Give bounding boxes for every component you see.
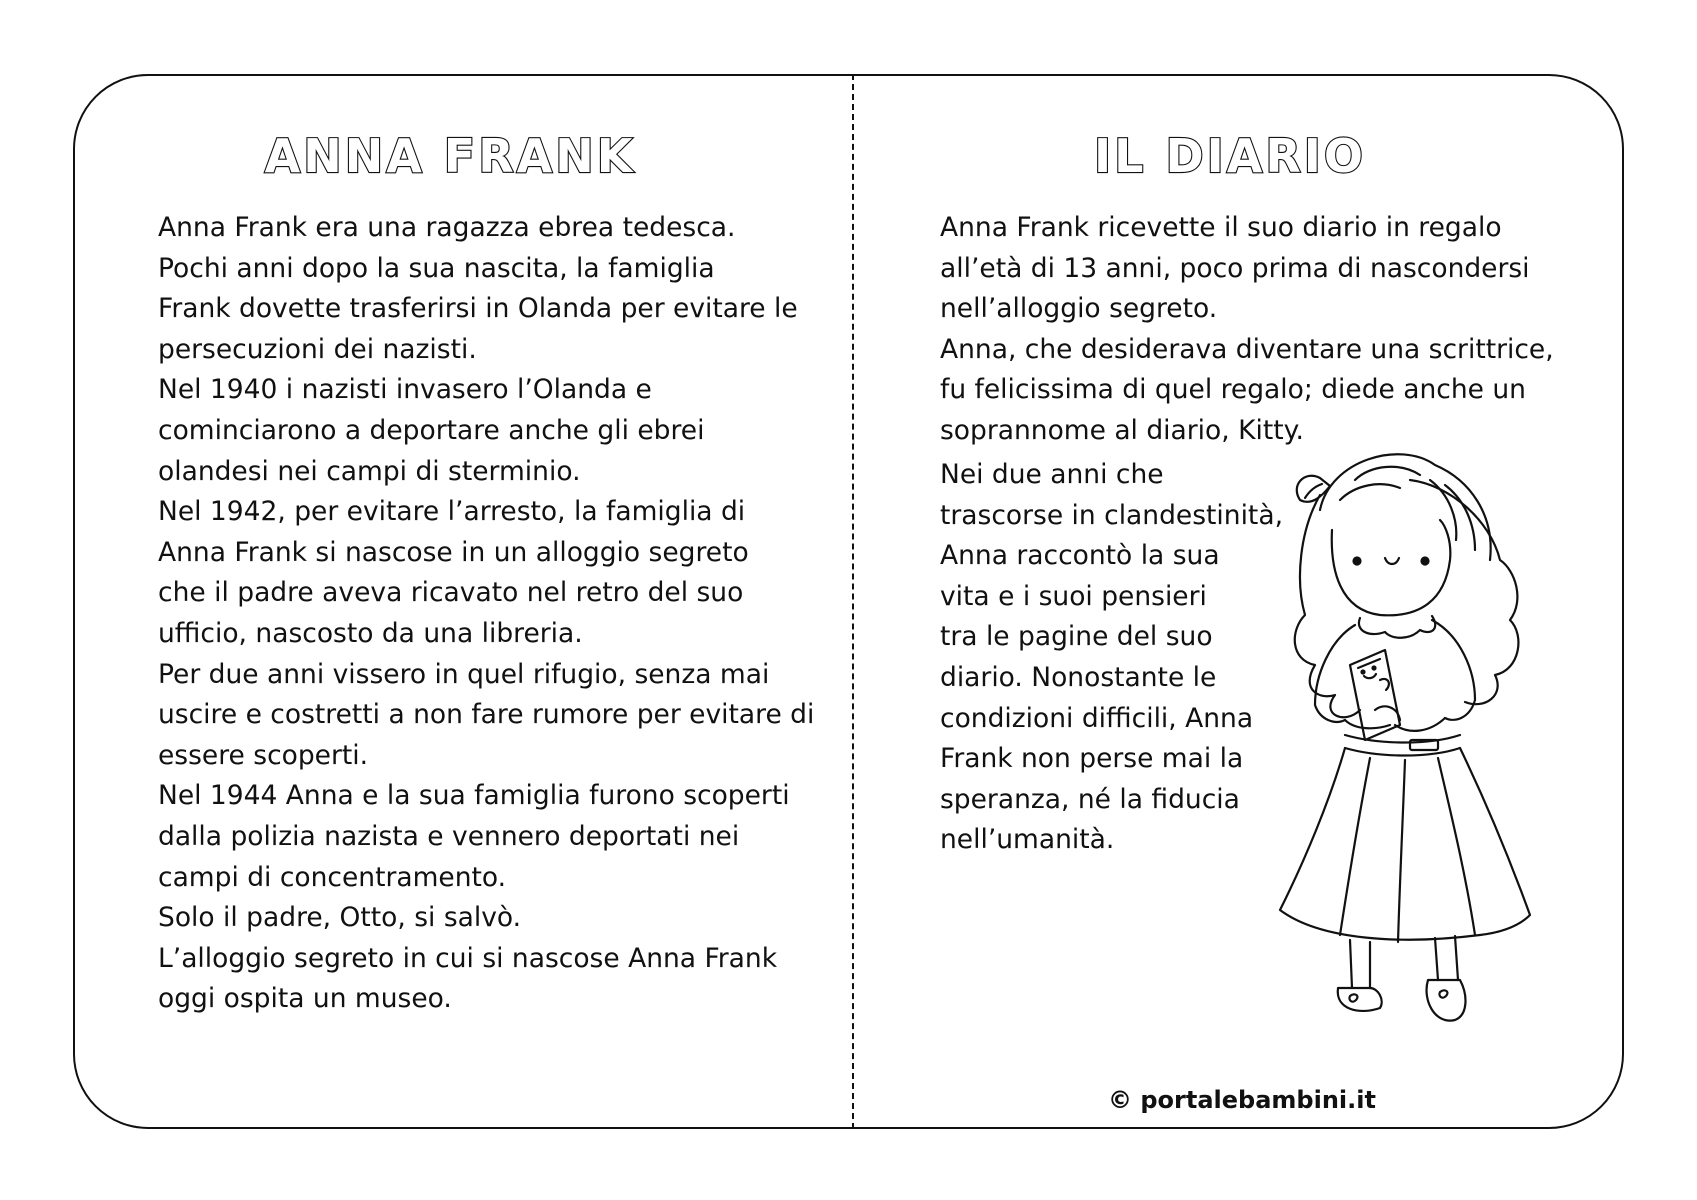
text-line: trascorse in clandestinità, xyxy=(940,499,1283,531)
text-line: Nel 1942, per evitare l’arresto, la famiglia di xyxy=(158,496,746,528)
text-line: essere scoperti. xyxy=(158,739,369,771)
text-line: Pochi anni dopo la sua nascita, la famiglia xyxy=(158,252,715,284)
text-line: nell’umanità. xyxy=(940,824,1115,856)
right-page-text-bottom xyxy=(940,455,1283,861)
text-line: Frank non perse mai la xyxy=(940,743,1244,775)
text-line: ufficio, nascosto da una libreria. xyxy=(158,617,583,649)
right-page-text-top xyxy=(940,208,1554,452)
text-line: condizioni difficili, Anna xyxy=(940,702,1254,734)
text-line: speranza, né la fiducia xyxy=(940,783,1240,815)
text-line: Solo il padre, Otto, si salvò. xyxy=(158,902,522,934)
text-line: Per due anni vissero in quel rifugio, senza mai xyxy=(158,658,770,690)
text-line: soprannome al diario, Kitty. xyxy=(940,414,1304,446)
text-line: cominciarono a deportare anche gli ebrei xyxy=(158,414,705,446)
text-line: olandesi nei campi di sterminio. xyxy=(158,455,581,487)
text-line: Nel 1944 Anna e la sua famiglia furono scoperti xyxy=(158,780,790,812)
text-line: nell’alloggio segreto. xyxy=(940,293,1218,325)
text-line: Anna, che desiderava diventare una scrittrice, xyxy=(940,333,1554,365)
text-line: persecuzioni dei nazisti. xyxy=(158,333,477,365)
text-line: fu felicissima di quel regalo; diede anche un xyxy=(940,374,1526,406)
left-page-title: ANNA FRANK xyxy=(264,129,636,183)
text-line: Anna raccontò la sua xyxy=(940,540,1220,572)
text-line: all’età di 13 anni, poco prima di nascondersi xyxy=(940,252,1530,284)
fold-line xyxy=(852,74,854,1129)
text-line: Nei due anni che xyxy=(940,459,1164,490)
text-line: Anna Frank era una ragazza ebrea tedesca. xyxy=(158,212,736,243)
left-page-text xyxy=(158,208,814,1020)
text-line: campi di concentramento. xyxy=(158,861,507,893)
text-line: uscire e costretti a non fare rumore per evitare di xyxy=(158,699,815,731)
text-line: Nel 1940 i nazisti invasero l’Olanda e xyxy=(158,374,652,406)
text-line: vita e i suoi pensieri xyxy=(940,580,1207,612)
copyright-notice: © portalebambini.it xyxy=(1108,1086,1376,1114)
text-line: che il padre aveva ricavato nel retro del suo xyxy=(158,577,744,609)
text-line: Anna Frank ricevette il suo diario in regalo xyxy=(940,212,1502,243)
girl-with-diary-illustration xyxy=(1260,440,1560,1060)
text-line: Frank dovette trasferirsi in Olanda per evitare le xyxy=(158,293,798,325)
text-line: Anna Frank si nascose in un alloggio segreto xyxy=(158,536,749,568)
text-line: tra le pagine del suo xyxy=(940,621,1213,653)
text-line: dalla polizia nazista e vennero deportati nei xyxy=(158,820,740,852)
text-line: L’alloggio segreto in cui si nascose Anna Frank xyxy=(158,942,778,974)
right-page-title: IL DIARIO xyxy=(1094,129,1366,183)
text-line: oggi ospita un museo. xyxy=(158,983,452,1015)
text-line: diario. Nonostante le xyxy=(940,661,1217,693)
